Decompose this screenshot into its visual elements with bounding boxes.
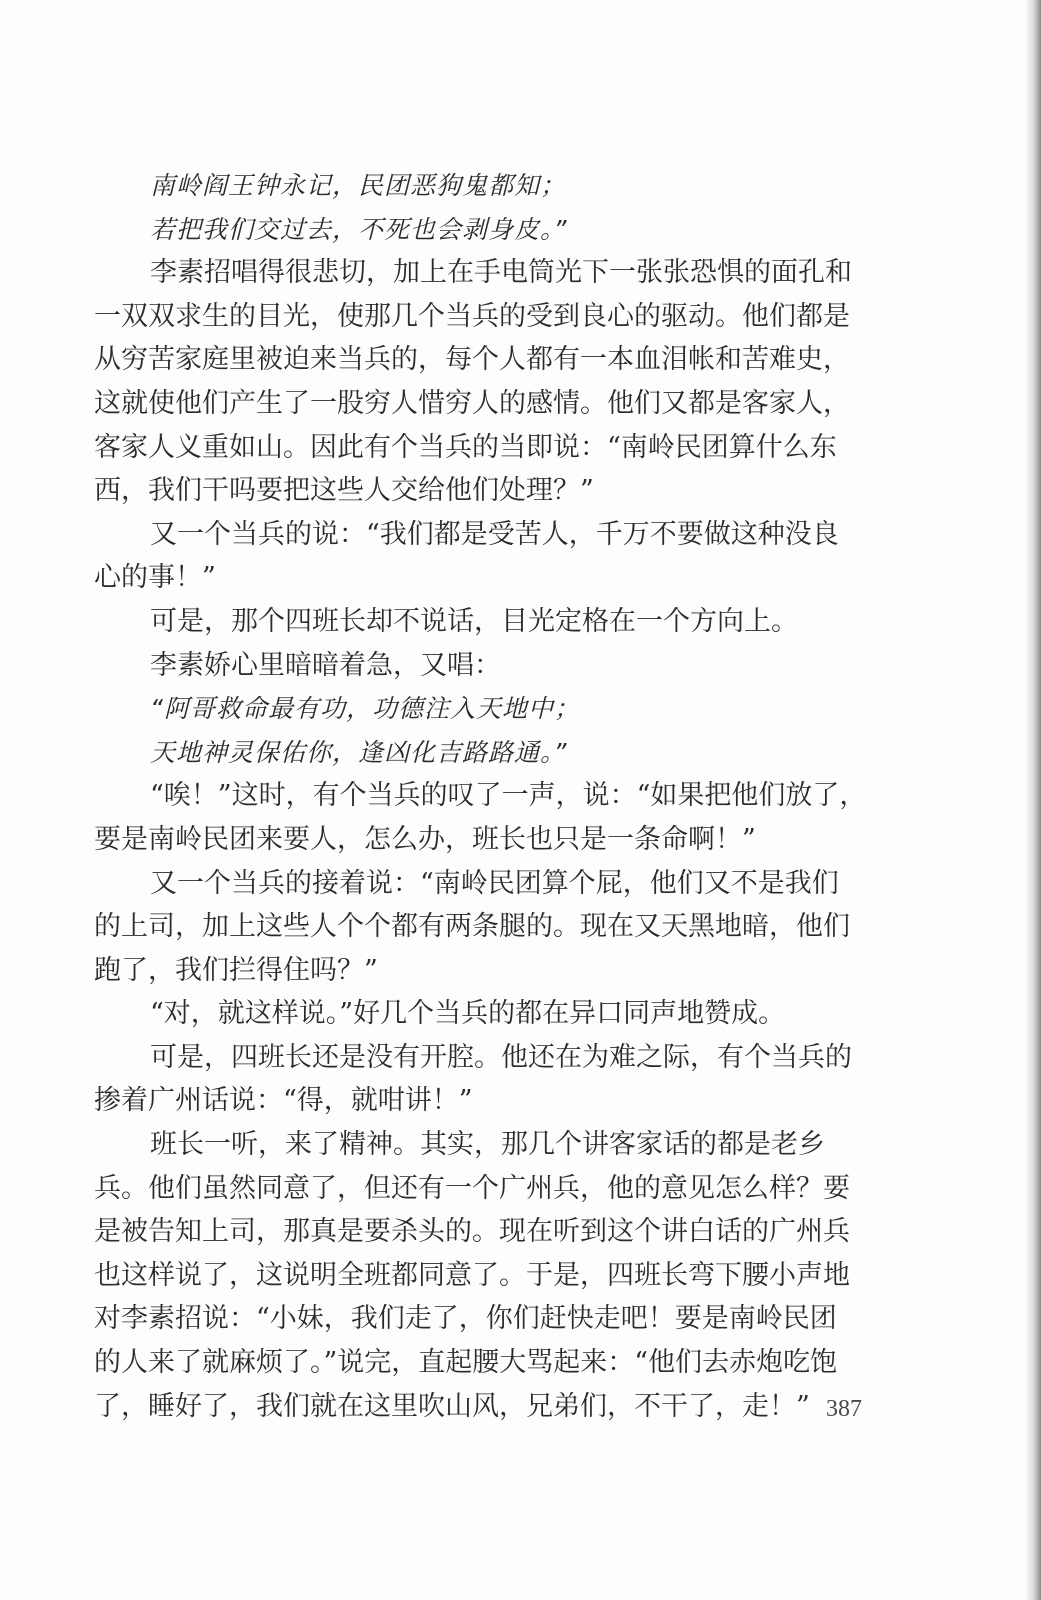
paragraph-line: 跑了，我们拦得住吗？” xyxy=(94,954,378,986)
page-number: 387 xyxy=(826,1396,862,1422)
poem-line: “阿哥救命最有功，功德注入天地中； xyxy=(150,694,580,724)
paragraph-line: 要是南岭民团来要人，怎么办，班长也只是一条命啊！” xyxy=(94,823,756,855)
paragraph-line: 客家人义重如山。因此有个当兵的当即说：“南岭民团算什么东 xyxy=(94,431,837,463)
paragraph-line: 掺着广州话说：“得，就咁讲！” xyxy=(94,1085,473,1117)
poem-line: 若把我们交过去，不死也会剥身皮。” xyxy=(150,214,568,244)
paragraph-line: 李素招唱得很悲切，加上在手电筒光下一张张恐惧的面孔和 xyxy=(150,257,852,289)
paragraph-line: 可是，那个四班长却不说话，目光定格在一个方向上。 xyxy=(150,605,798,637)
paragraph-line: 兵。他们虽然同意了，但还有一个广州兵，他的意见怎么样？要 xyxy=(94,1172,850,1204)
paragraph-line: 一双双求生的目光，使那几个当兵的受到良心的驱动。他们都是 xyxy=(94,300,850,332)
paragraph-line: “对，就这样说。”好几个当兵的都在异口同声地赞成。 xyxy=(150,998,786,1030)
paragraph-line: 的上司，加上这些人个个都有两条腿的。现在又天黑地暗，他们 xyxy=(94,911,850,943)
paragraph-line: 是被告知上司，那真是要杀头的。现在听到这个讲白话的广州兵 xyxy=(94,1216,850,1248)
paragraph-line: 的人来了就麻烦了。”说完，直起腰大骂起来：“他们去赤炮吃饱 xyxy=(94,1347,838,1379)
paragraph-line: 李素娇心里暗暗着急，又唱： xyxy=(150,649,501,681)
paragraph-line: 对李素招说：“小妹，我们走了，你们赶快走吧！要是南岭民团 xyxy=(94,1303,837,1335)
paragraph-line: 从穷苦家庭里被迫来当兵的，每个人都有一本血泪帐和苦难史， xyxy=(94,344,850,376)
paragraph-line: 又一个当兵的接着说：“南岭民团算个屁，他们又不是我们 xyxy=(150,867,839,899)
paragraph-line: “唉！”这时，有个当兵的叹了一声，说：“如果把他们放了， xyxy=(150,780,867,812)
paragraph-line: 心的事！” xyxy=(94,562,216,594)
poem-line: 天地神灵保佑你，逢凶化吉路路通。” xyxy=(150,737,568,767)
paragraph-line: 可是，四班长还是没有开腔。他还在为难之际，有个当兵的 xyxy=(150,1041,852,1073)
paragraph-line: 也这样说了，这说明全班都同意了。于是，四班长弯下腰小声地 xyxy=(94,1259,850,1291)
paragraph-line: 班长一听，来了精神。其实，那几个讲客家话的都是老乡 xyxy=(150,1129,825,1161)
body-text xyxy=(94,164,894,1428)
poem-line: 南岭阎王钟永记，民团恶狗鬼都知； xyxy=(150,171,567,200)
page-edge-shadow xyxy=(1025,0,1041,1600)
paragraph-line: 这就使他们产生了一股穷人惜穷人的感情。他们又都是客家人， xyxy=(94,387,850,419)
paragraph-line: 西，我们干吗要把这些人交给他们处理？” xyxy=(94,475,594,507)
paragraph-line: 又一个当兵的说：“我们都是受苦人，千万不要做这种没良 xyxy=(150,518,839,550)
paragraph-line: 了，睡好了，我们就在这里吹山风，兄弟们，不干了，走！” xyxy=(94,1390,810,1422)
